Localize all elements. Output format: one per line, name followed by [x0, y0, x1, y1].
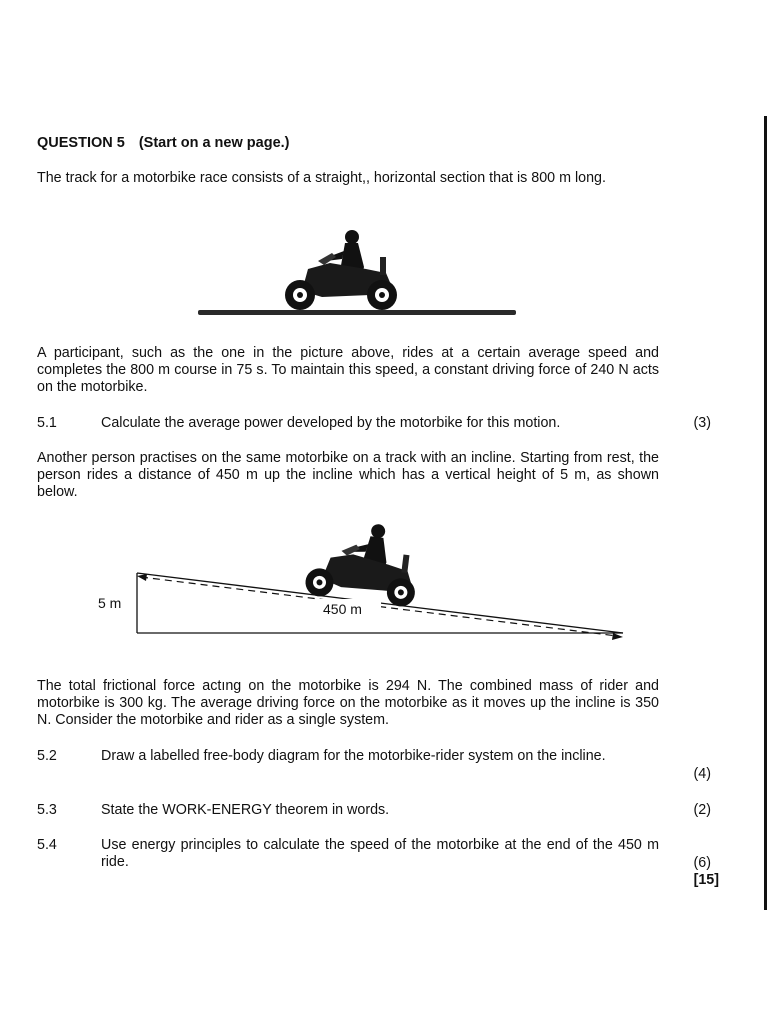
question-note: (Start on a new page.)	[138, 135, 290, 151]
q5-2-number: 5.2	[37, 748, 57, 764]
horizontal-track	[198, 310, 516, 315]
participant-paragraph: A participant, such as the one in the picture above, rides at a certain average speed and completes the 800 m course in 75 s. To maintain this speed, a constant driving force of 240 N acts on the motorbike.	[37, 345, 659, 395]
incline-paragraph: Another person practises on the same motorbike on a track with an incline. Starting from rest, the person rides a distance of 450 m up the incline which has a vertical height of 5 m, as shown below.	[37, 450, 659, 500]
q5-3-number: 5.3	[37, 802, 57, 818]
q5-1-text: Calculate the average power developed by the motorbike for this motion.	[101, 415, 561, 431]
q5-4-marks: (6)	[693, 855, 711, 871]
q5-1-marks: (3)	[693, 415, 711, 431]
friction-paragraph: The total frictional force actıng on the motorbike is 294 N. The combined mass of rider and motorbike is 300 kg. The average driving force on the motorbike as it moves up the incline is 350 N. Consider the motorbike and rider as a single system.	[37, 678, 659, 728]
q5-3-marks: (2)	[693, 802, 711, 818]
q5-4-text: Use energy principles to calculate the speed of the motorbike at the end of the 450 m ride.	[101, 837, 659, 870]
motorbike-rider-icon	[304, 516, 423, 608]
figure-incline	[85, 515, 630, 645]
distance-label: 450 m	[323, 601, 362, 617]
q5-3-text: State the WORK-ENERGY theorem in words.	[101, 802, 390, 818]
height-label: 5 m	[98, 595, 122, 611]
question-number: QUESTION 5	[37, 135, 125, 151]
q5-1-number: 5.1	[37, 415, 57, 431]
page-edge-line	[764, 116, 767, 910]
total-marks: [15]	[693, 872, 719, 888]
q5-2-text: Draw a labelled free-body diagram for the motorbike-rider system on the incline.	[101, 748, 606, 764]
q5-4-number: 5.4	[37, 837, 57, 853]
motorbike-rider-icon	[285, 230, 397, 310]
question-heading	[37, 135, 290, 152]
q5-2-marks: (4)	[693, 766, 711, 782]
figure-horizontal-track	[190, 225, 525, 325]
intro-paragraph: The track for a motorbike race consists of a straight,, horizontal section that is 800 m long.	[37, 170, 606, 186]
